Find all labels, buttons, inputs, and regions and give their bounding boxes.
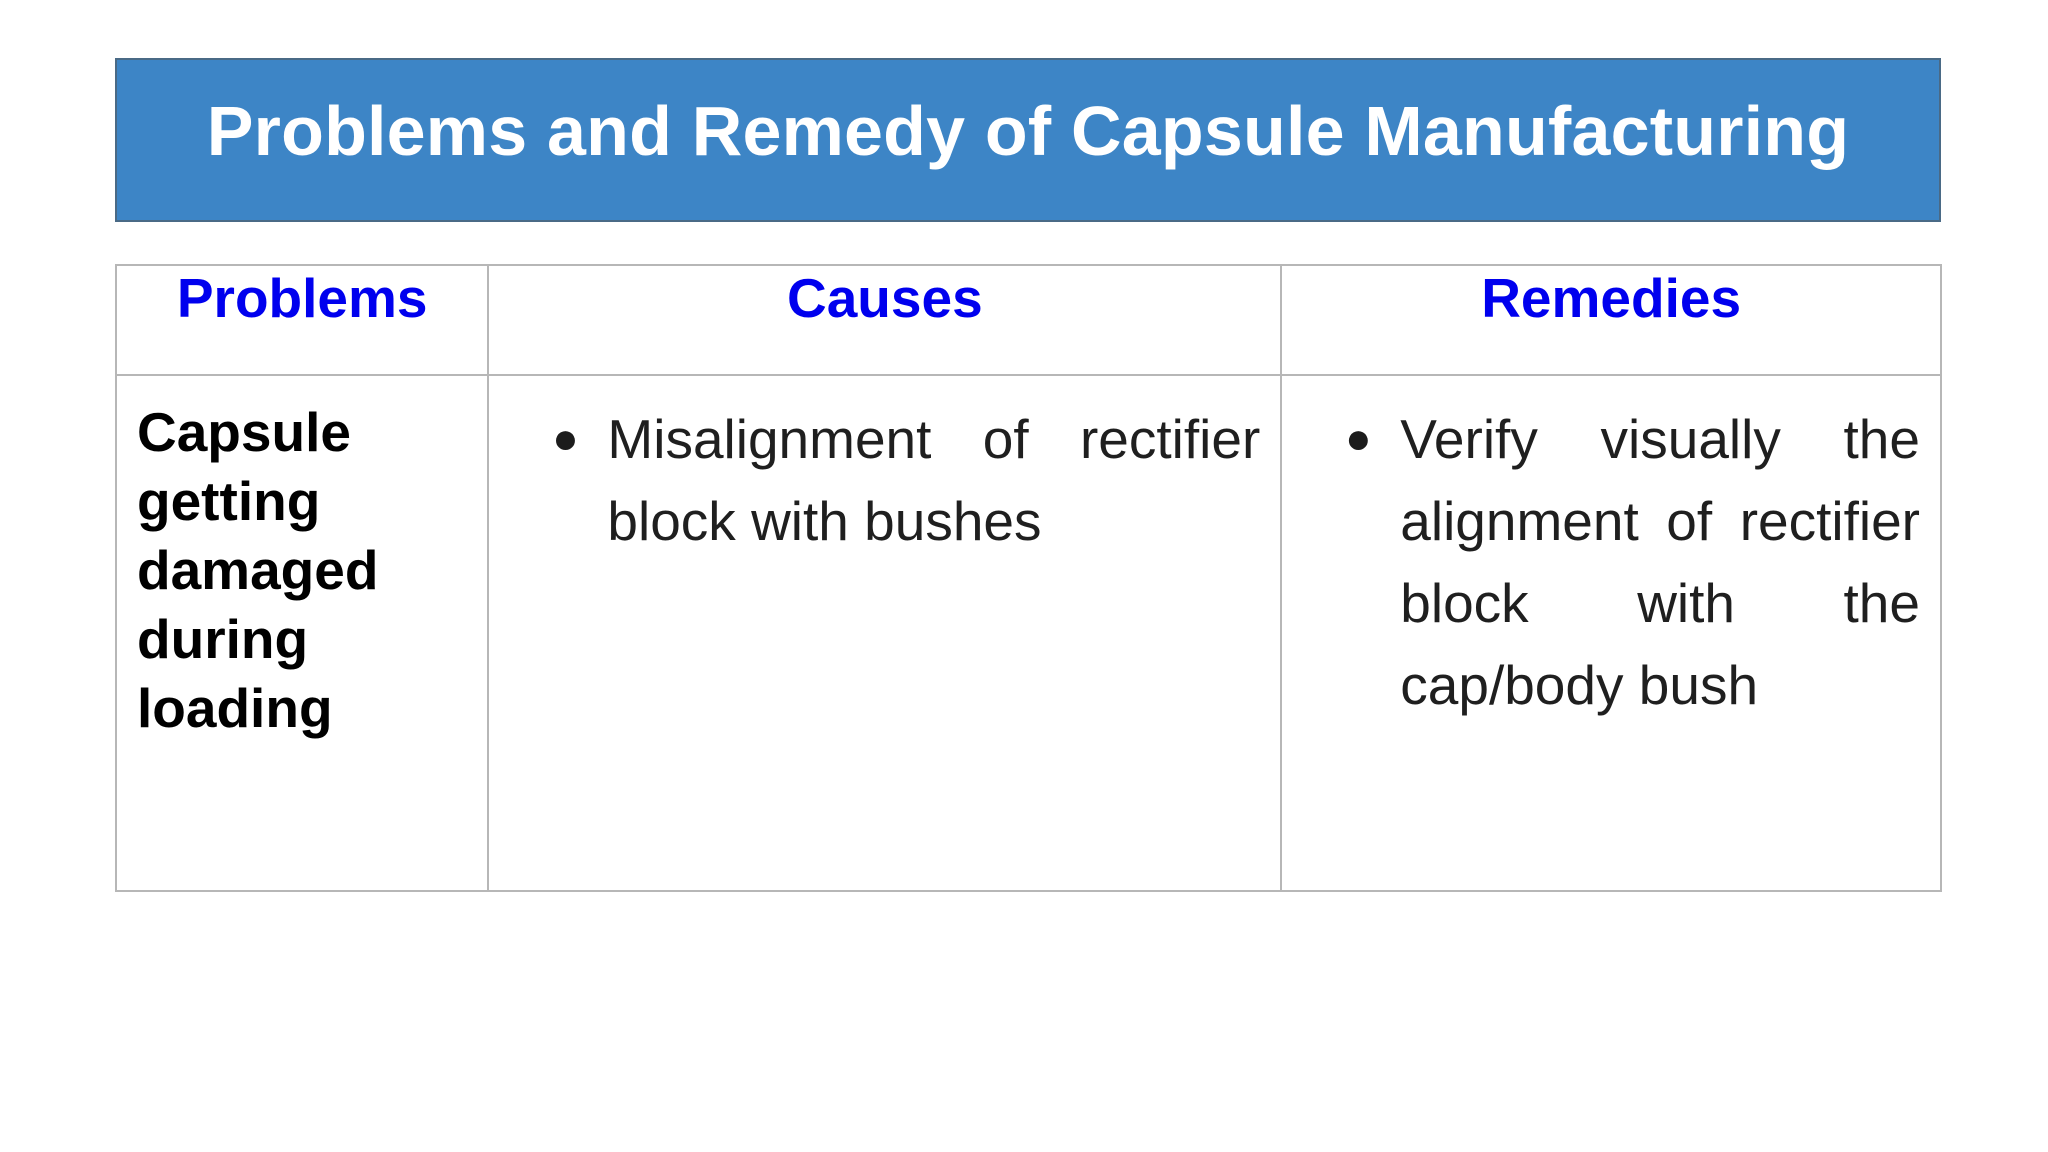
remedy-list-item bbox=[1322, 398, 1920, 726]
table-row bbox=[116, 375, 1941, 891]
cause-list-item bbox=[529, 398, 1260, 562]
problems-table bbox=[115, 264, 1942, 892]
table-header-row bbox=[116, 265, 1941, 375]
problem-cell: Capsule getting damaged during loading bbox=[116, 375, 488, 891]
header-problems: Problems bbox=[116, 265, 488, 375]
bullet-icon: ● bbox=[1344, 414, 1372, 463]
remedies-cell bbox=[1281, 375, 1941, 891]
remedy-text: Verify visually the alignment of rectifier block with the cap/body bush bbox=[1400, 408, 1920, 716]
slide-title: Problems and Remedy of Capsule Manufacturing bbox=[206, 92, 1850, 170]
header-causes: Causes bbox=[488, 265, 1281, 375]
title-banner bbox=[115, 58, 1941, 222]
header-remedies: Remedies bbox=[1281, 265, 1941, 375]
causes-cell bbox=[488, 375, 1281, 891]
bullet-icon: ● bbox=[552, 414, 579, 463]
cause-text: Misalignment of rectifier block with bushes bbox=[607, 408, 1261, 552]
